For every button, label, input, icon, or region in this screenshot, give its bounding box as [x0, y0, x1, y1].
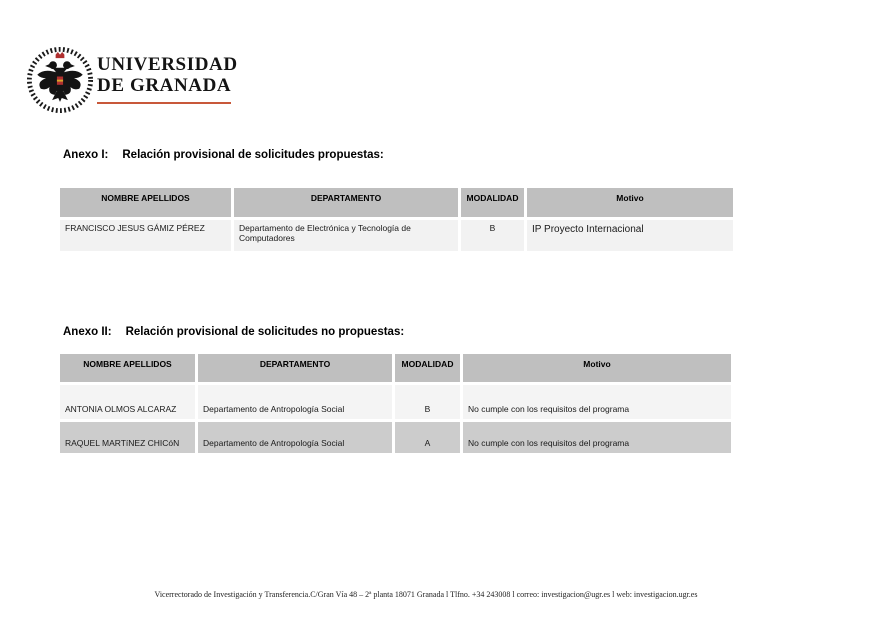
anexo2-row1-nombre: RAQUEL MARTíNEZ CHICóN [60, 422, 195, 453]
anexo2-heading [63, 326, 404, 338]
anexo2-heading-label: Anexo II: [63, 326, 112, 338]
anexo2-row1-modalidad: A [395, 422, 460, 453]
anexo1-header-motivo: Motivo [527, 188, 733, 217]
anexo2-row1-departamento: Departamento de Antropología Social [198, 422, 392, 453]
anexo2-row0-modalidad: B [395, 385, 460, 419]
anexo2-row1-motivo: No cumple con los requisitos del programa [463, 422, 731, 453]
anexo1-row0-modalidad: B [461, 220, 524, 251]
anexo1-row0-nombre: FRANCISCO JESUS GÁMIZ PÉREZ [60, 220, 231, 251]
anexo2-row0-motivo: No cumple con los requisitos del programa [463, 385, 731, 419]
footer-text: Vicerrectorado de Investigación y Transferencia.C/Gran Vía 48 – 2ª planta 18071 Granada l Tlfno. +34 243008 l correo: investigacion@ugr.es l web: investigacion.ugr.es [154, 590, 698, 599]
anexo2-header-motivo: Motivo [463, 354, 731, 382]
ugr-crest-icon [25, 45, 95, 115]
anexo2-header-modalidad: MODALIDAD [395, 354, 460, 382]
anexo2-table [60, 354, 731, 453]
anexo1-heading-text: Relación provisional de solicitudes propuestas: [122, 149, 384, 161]
anexo2-row0-departamento: Departamento de Antropología Social [198, 385, 392, 419]
logo-underline [97, 102, 231, 104]
anexo2-row0-nombre: ANTONIA OLMOS ALCARAZ [60, 385, 195, 419]
anexo1-header-nombre: NOMBRE APELLIDOS [60, 188, 231, 217]
anexo1-row0-departamento: Departamento de Electrónica y Tecnología de Computadores [234, 220, 458, 251]
anexo2-header-departamento: DEPARTAMENTO [198, 354, 392, 382]
anexo1-heading-label: Anexo I: [63, 149, 109, 161]
anexo2-header-nombre: NOMBRE APELLIDOS [60, 354, 195, 382]
anexo1-header-modalidad: MODALIDAD [461, 188, 524, 217]
anexo1-header-departamento: DEPARTAMENTO [234, 188, 458, 217]
logo-line1: UNIVERSIDAD [97, 54, 238, 75]
anexo1-heading [63, 149, 384, 161]
ugr-logo-wordmark [97, 54, 238, 104]
logo-line2: DE GRANADA [97, 75, 232, 96]
anexo1-row0-motivo: IP Proyecto Internacional [527, 220, 733, 251]
anexo1-table [60, 188, 733, 251]
anexo2-heading-text: Relación provisional de solicitudes no propuestas: [125, 326, 405, 338]
